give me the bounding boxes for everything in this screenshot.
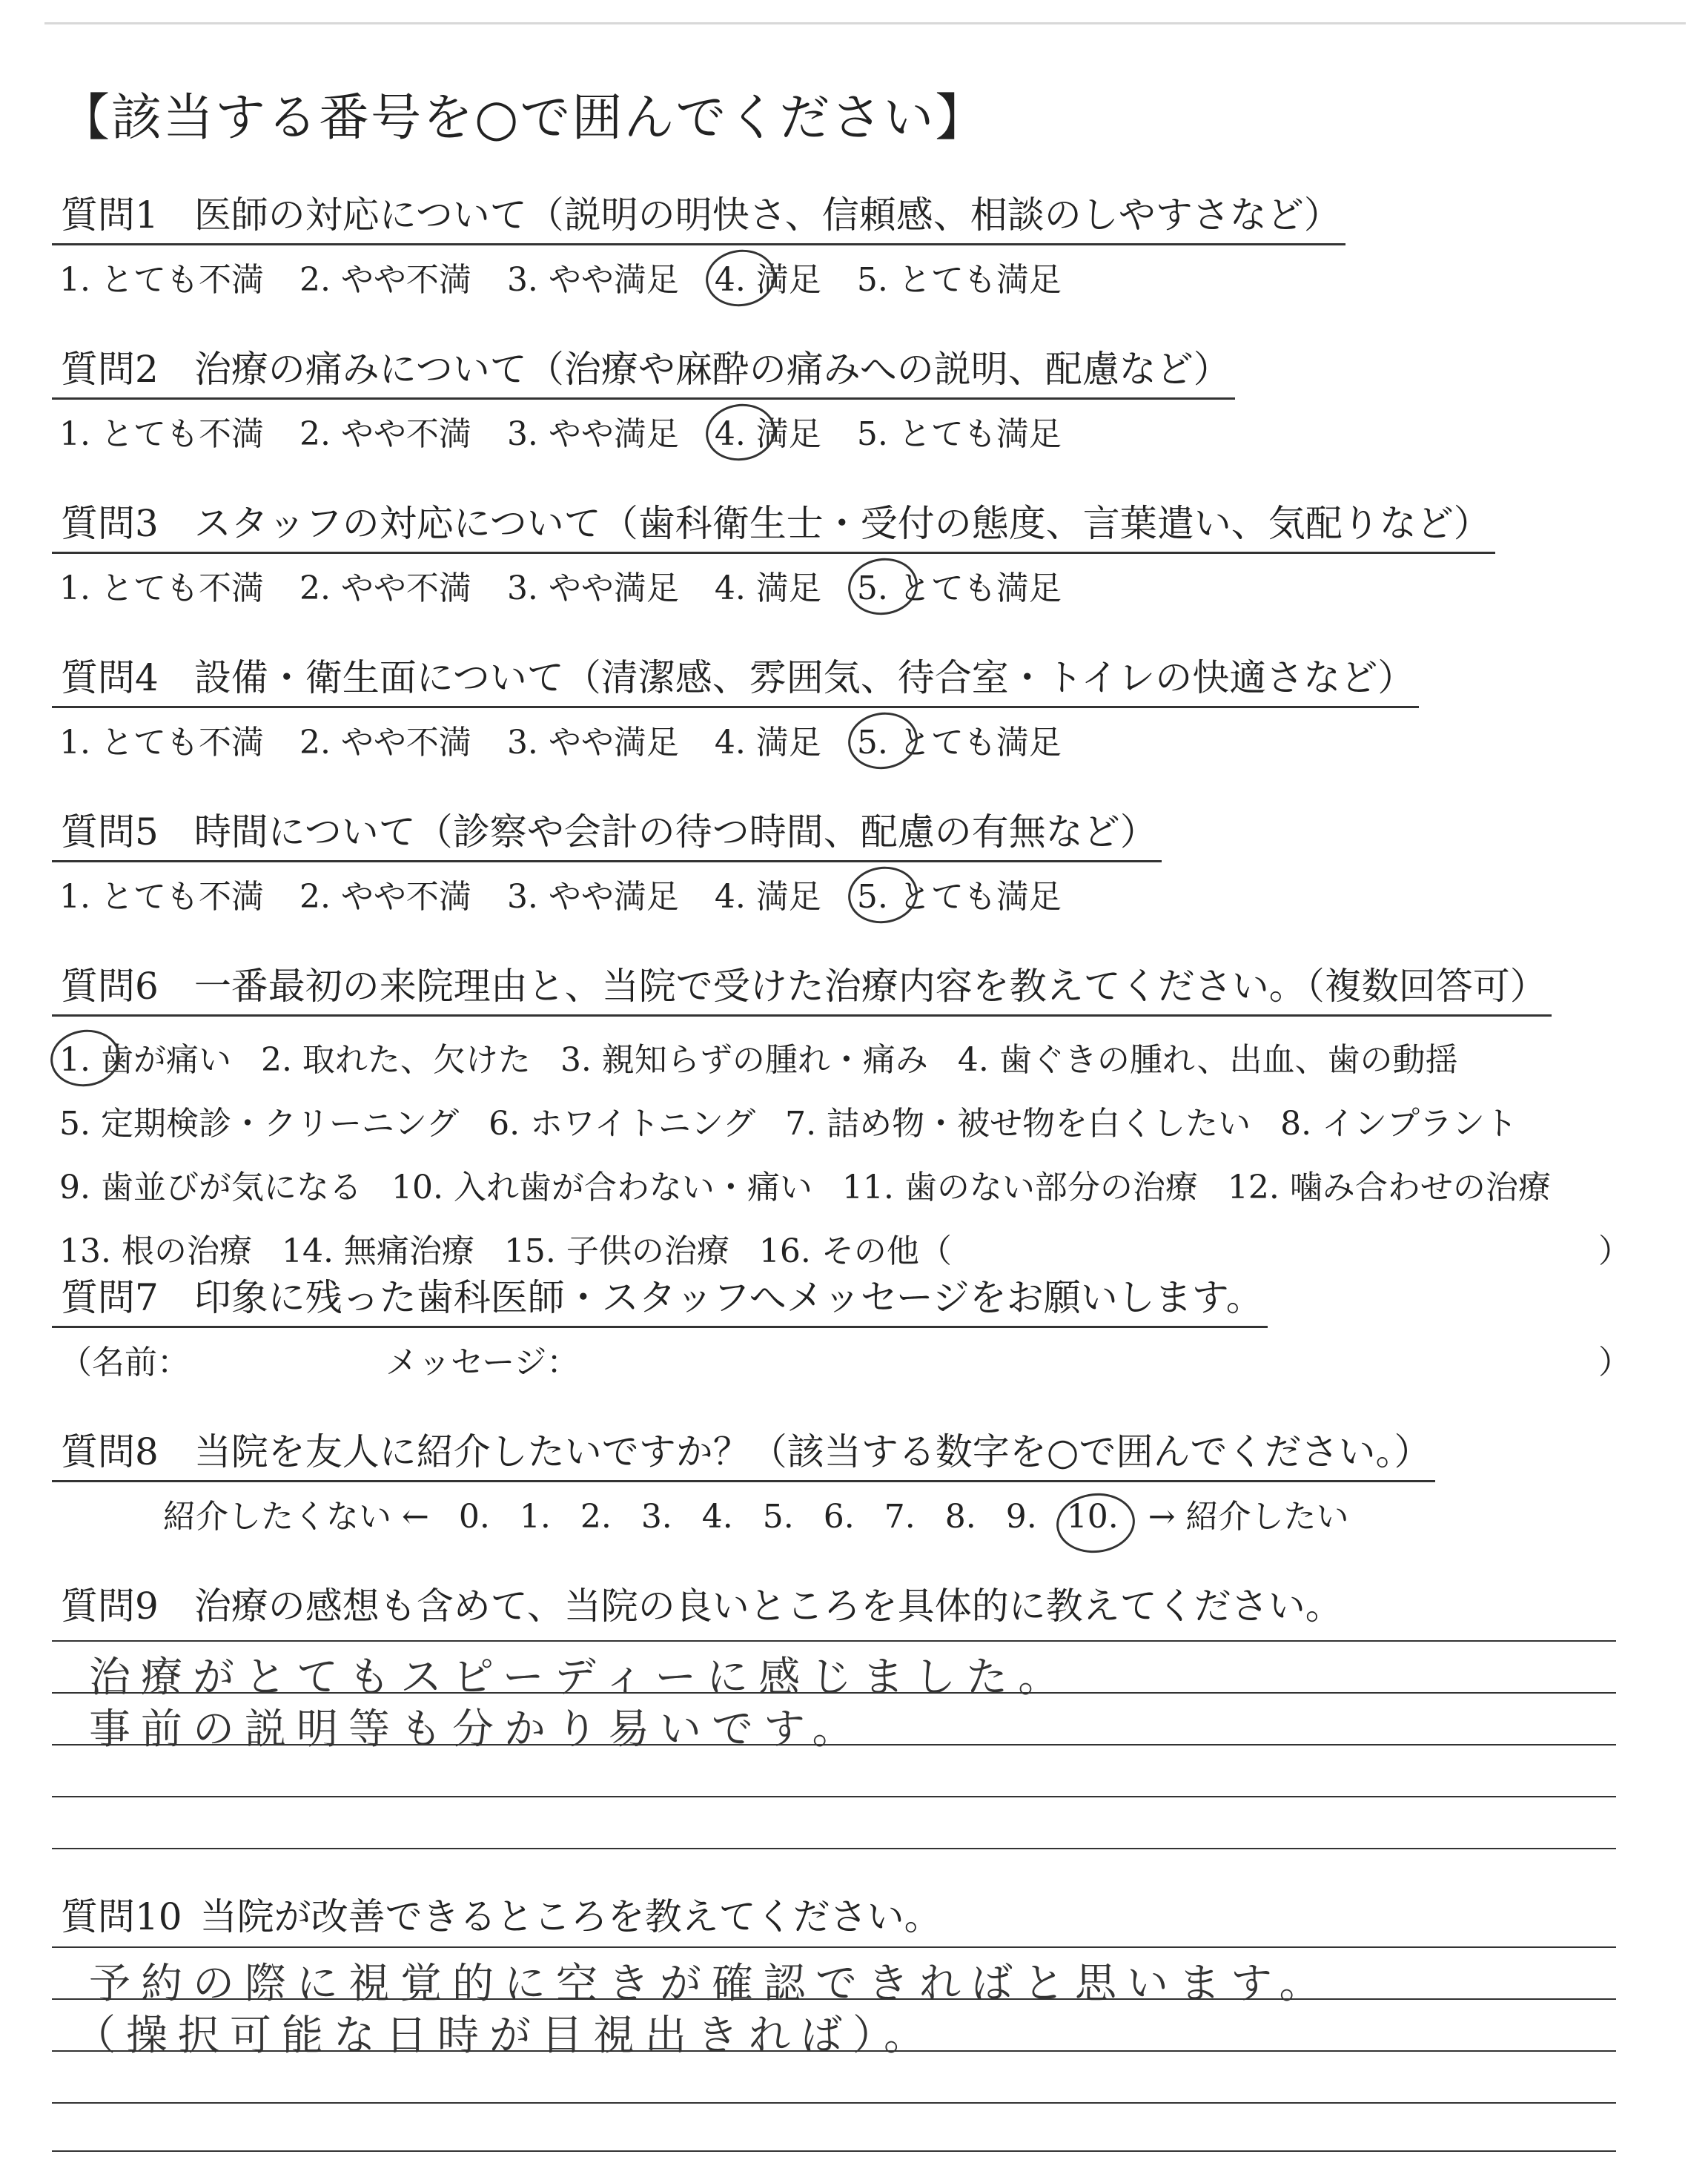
question-9-heading: [52, 1576, 1347, 1634]
option-14[interactable]: 14. 無痛治療: [281, 1232, 474, 1270]
option-4[interactable]: 4. 満足: [714, 724, 821, 762]
question-text: 一番最初の来院理由と、当院で受けた治療内容を教えてください。（複数回答可）: [193, 965, 1547, 1008]
option-4[interactable]: 4. 満足: [714, 878, 821, 916]
scale-0[interactable]: 0.: [458, 1498, 490, 1536]
option-11[interactable]: 11. 歯のない部分の治療: [841, 1169, 1198, 1206]
scale-left-label: 紹介したくない ←: [163, 1498, 429, 1536]
question-number: 質問5: [61, 810, 159, 853]
recommend-scale: [52, 1490, 1435, 1537]
answer-options: [52, 870, 1162, 917]
option-5-selected[interactable]: 5. とても満足: [857, 870, 1062, 917]
option-1[interactable]: 1. とても不満: [59, 569, 264, 607]
option-5[interactable]: 5. 定期検診・クリーニング: [59, 1105, 460, 1143]
option-13[interactable]: 13. 根の治療: [59, 1232, 252, 1270]
option-9[interactable]: 9. 歯並びが気になる: [59, 1169, 362, 1206]
question-3-heading: [52, 494, 1495, 554]
question-text: スタッフの対応について（歯科衛生士・受付の態度、言葉遣い、気配りなど）: [193, 502, 1491, 545]
option-4-selected[interactable]: 4. 満足: [715, 407, 821, 455]
option-8[interactable]: 8. インプラント: [1280, 1105, 1518, 1143]
rule-line: [52, 1640, 1616, 1642]
scale-10-selected[interactable]: 10.: [1066, 1498, 1119, 1536]
top-border: [44, 22, 1686, 24]
question-5-heading: [52, 802, 1162, 862]
question-3: [52, 494, 1495, 609]
option-2[interactable]: 2. やや不満: [299, 261, 471, 299]
scale-2[interactable]: 2.: [580, 1498, 612, 1536]
option-5-selected[interactable]: 5. とても満足: [857, 716, 1062, 763]
rule-line: [52, 2102, 1616, 2104]
page-title: 【該当する番号を○で囲んでください】: [59, 89, 987, 148]
question-1-heading: [52, 185, 1345, 245]
question-text: 印象に残った歯科医師・スタッフへメッセージをお願いします。: [193, 1276, 1263, 1319]
rule-line: [52, 1848, 1616, 1849]
question-text: 設備・衛生面について（清潔感、雰囲気、待合室・トイレの快適さなど）: [193, 656, 1415, 699]
options-row: [59, 1033, 1631, 1080]
scale-9[interactable]: 9.: [1005, 1498, 1037, 1536]
scale-8[interactable]: 8.: [944, 1498, 976, 1536]
rule-line: [52, 1946, 1616, 1948]
option-5[interactable]: 5. とても満足: [856, 261, 1062, 299]
close-paren: ）: [1598, 1344, 1631, 1381]
question-6: [52, 957, 1631, 1272]
rule-line: [52, 2150, 1616, 2152]
options-row: [59, 1160, 1631, 1208]
reason-options: [52, 1033, 1631, 1272]
question-text: 治療の痛みについて（治療や麻酔の痛みへの説明、配慮など）: [193, 348, 1231, 391]
option-2[interactable]: 2. やや不満: [299, 878, 471, 916]
name-field-label[interactable]: （名前：: [59, 1344, 190, 1381]
option-1[interactable]: 1. とても不満: [59, 724, 264, 762]
option-1[interactable]: 1. とても不満: [59, 261, 264, 299]
handwritten-answer-line: 予約の際に視覚的に空きが確認できればと思います。: [89, 1960, 1331, 2008]
option-15[interactable]: 15. 子供の治療: [503, 1232, 729, 1270]
question-5: [52, 802, 1162, 917]
question-9: [52, 1576, 1347, 1634]
option-3[interactable]: 3. やや満足: [506, 878, 679, 916]
question-8: [52, 1422, 1435, 1537]
question-text: 時間について（診察や会計の待つ時間、配慮の有無など）: [193, 810, 1157, 853]
question-8-heading: [52, 1422, 1435, 1482]
answer-options: [52, 253, 1345, 300]
question-number: 質問6: [61, 965, 159, 1008]
question-text: 当院が改善できるところを教えてください。: [199, 1895, 941, 1938]
rule-line: [52, 1796, 1616, 1797]
question-number: 質問4: [61, 656, 159, 699]
option-5[interactable]: 5. とても満足: [856, 415, 1062, 453]
scale-5[interactable]: 5.: [762, 1498, 794, 1536]
option-4[interactable]: 4. 歯ぐきの腫れ、出血、歯の動揺: [957, 1041, 1458, 1079]
scale-1[interactable]: 1.: [519, 1498, 551, 1536]
option-7[interactable]: 7. 詰め物・被せ物を白くしたい: [785, 1105, 1251, 1143]
handwritten-answer-line: （操択可能な日時が目視出きれば）。: [74, 2012, 936, 2060]
option-5-selected[interactable]: 5. とても満足: [857, 561, 1062, 609]
answer-options: [52, 716, 1419, 763]
question-1: [52, 185, 1345, 300]
option-4-selected[interactable]: 4. 満足: [715, 253, 821, 300]
close-paren: ）: [1598, 1232, 1631, 1270]
options-row: [59, 1224, 1631, 1272]
scale-7[interactable]: 7.: [884, 1498, 916, 1536]
question-7-heading: [52, 1268, 1268, 1328]
question-7: [52, 1268, 1631, 1383]
option-3[interactable]: 3. やや満足: [506, 724, 679, 762]
option-1-selected[interactable]: 1. 歯が痛い: [59, 1033, 231, 1080]
option-2[interactable]: 2. 取れた、欠けた: [260, 1041, 531, 1079]
message-field-label[interactable]: メッセージ：: [385, 1344, 580, 1381]
question-number: 質問2: [61, 348, 159, 391]
question-6-heading: [52, 957, 1552, 1017]
question-10-heading: [52, 1887, 946, 1945]
option-2[interactable]: 2. やや不満: [299, 415, 471, 453]
option-2[interactable]: 2. やや不満: [299, 724, 471, 762]
option-4[interactable]: 4. 満足: [714, 569, 821, 607]
option-1[interactable]: 1. とても不満: [59, 415, 264, 453]
option-10[interactable]: 10. 入れ歯が合わない・痛い: [391, 1169, 812, 1206]
option-3[interactable]: 3. やや満足: [506, 415, 679, 453]
question-number: 質問10: [61, 1895, 182, 1938]
answer-area-q9[interactable]: [52, 1631, 1616, 1854]
question-number: 質問3: [61, 502, 159, 545]
option-1[interactable]: 1. とても不満: [59, 878, 264, 916]
scale-right-label: → 紹介したい: [1148, 1498, 1349, 1536]
answer-area-q10[interactable]: [52, 1939, 1616, 2154]
handwritten-answer-line: 治療がとてもスピーディーに感じました。: [89, 1654, 1070, 1702]
question-text: 治療の感想も含めて、当院の良いところを具体的に教えてください。: [193, 1585, 1343, 1628]
option-3[interactable]: 3. やや満足: [506, 261, 679, 299]
question-4-heading: [52, 648, 1419, 708]
option-6[interactable]: 6. ホワイトニング: [489, 1105, 756, 1143]
question-10: [52, 1887, 946, 1945]
handwritten-answer-line: 事前の説明等も分かり易いです。: [89, 1705, 864, 1754]
question-number: 質問9: [61, 1585, 159, 1628]
message-fields: [52, 1335, 1631, 1383]
option-2[interactable]: 2. やや不満: [299, 569, 471, 607]
scale-6[interactable]: 6.: [823, 1498, 855, 1536]
option-16-other[interactable]: 16. その他（: [758, 1232, 952, 1270]
option-3[interactable]: 3. 親知らずの腫れ・痛み: [560, 1041, 928, 1079]
question-text: 医師の対応について（説明の明快さ、信頼感、相談のしやすさなど）: [193, 194, 1341, 237]
scale-3[interactable]: 3.: [640, 1498, 672, 1536]
question-text: 当院を友人に紹介したいですか？（該当する数字を○で囲んでください。）: [193, 1430, 1431, 1473]
scale-4[interactable]: 4.: [701, 1498, 733, 1536]
question-number: 質問7: [61, 1276, 159, 1319]
question-2-heading: [52, 340, 1235, 400]
answer-options: [52, 561, 1495, 609]
option-3[interactable]: 3. やや満足: [506, 569, 679, 607]
question-2: [52, 340, 1235, 455]
options-row: [59, 1097, 1631, 1144]
answer-options: [52, 407, 1235, 455]
option-12[interactable]: 12. 噛み合わせの治療: [1227, 1169, 1551, 1206]
question-number: 質問8: [61, 1430, 159, 1473]
question-4: [52, 648, 1419, 763]
question-number: 質問1: [61, 194, 159, 237]
